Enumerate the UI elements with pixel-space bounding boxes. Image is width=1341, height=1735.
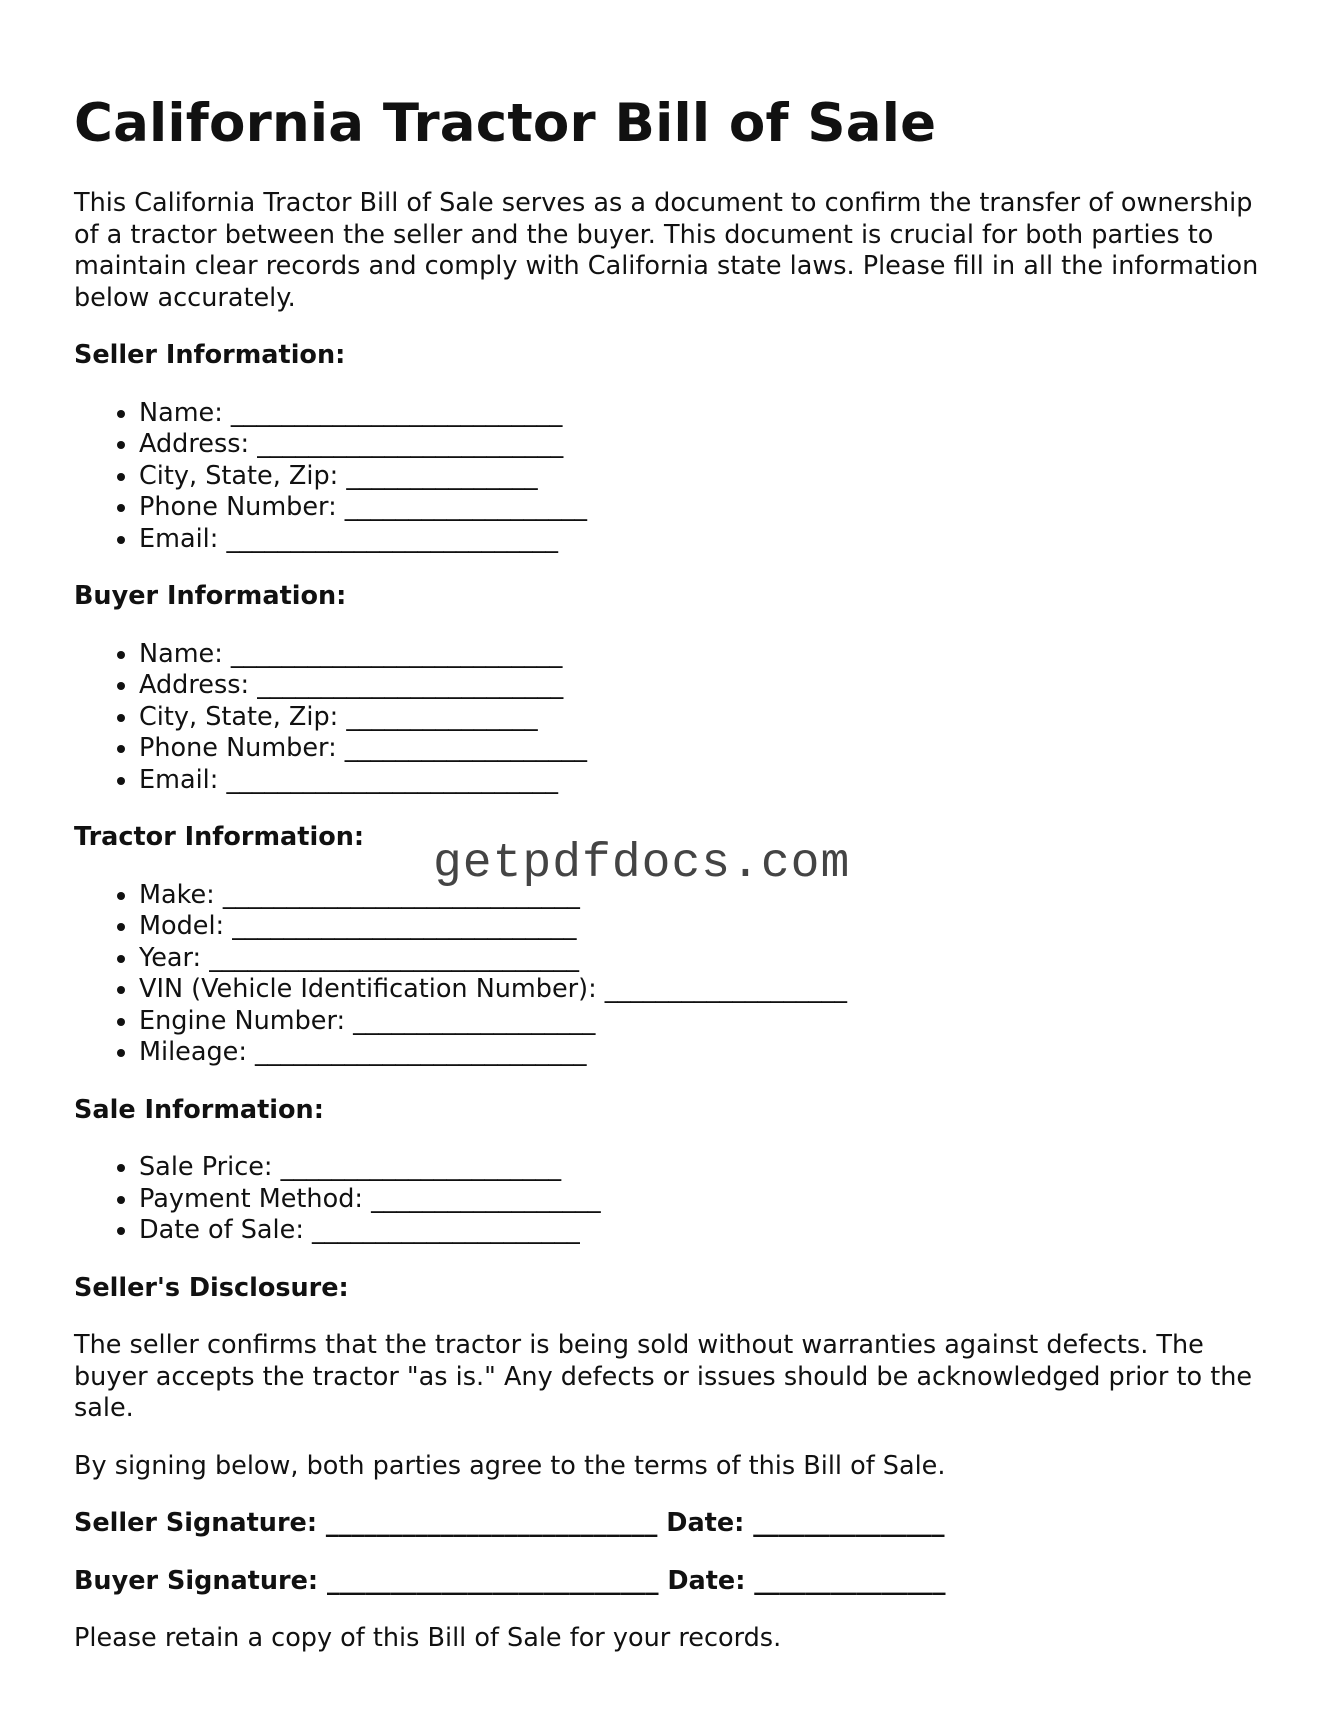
document-title: California Tractor Bill of Sale (74, 93, 937, 154)
buyer-email-field: • Email: __________________________ (139, 765, 1274, 797)
buyer-signature-line: Buyer Signature: __________________________ Date: _______________ (74, 1565, 946, 1596)
tractor-heading: Tractor Information: (74, 822, 365, 852)
seller-phone-field: • Phone Number: ___________________ (139, 492, 1274, 524)
seller-list (74, 398, 1274, 556)
tractor-model-field: • Model: ___________________________ (139, 911, 1274, 943)
sale-list (74, 1152, 1274, 1247)
watermark: getpdfdocs.com (433, 837, 851, 891)
seller-name-field: • Name: __________________________ (139, 398, 1274, 430)
buyer-city-field: • City, State, Zip: _______________ (139, 702, 1274, 734)
seller-city-field: • City, State, Zip: _______________ (139, 461, 1274, 493)
sale-price-field: • Sale Price: ______________________ (139, 1152, 1274, 1184)
seller-heading: Seller Information: (74, 340, 346, 370)
tractor-engine-field: • Engine Number: ___________________ (139, 1006, 1274, 1038)
tractor-make-field: • Make: ____________________________ (139, 880, 1274, 912)
buyer-name-field: • Name: __________________________ (139, 639, 1274, 671)
sale-date-field: • Date of Sale: _____________________ (139, 1215, 1274, 1247)
disclosure-text: The seller confirms that the tractor is being sold without warranties against defects. The buyer accepts the tractor "as is." Any defects or issues should be acknowledged prior to the sale. (74, 1330, 1253, 1423)
buyer-list (74, 639, 1274, 797)
intro-paragraph: This California Tractor Bill of Sale serves as a document to confirm the transfer of ownership of a tractor between the seller and the buyer. This document is crucial for both parties to maintain clear records and comply with California state laws. Please fill in all the information below accurately. (74, 188, 1259, 313)
tractor-list (74, 880, 1274, 1069)
retain-note: Please retain a copy of this Bill of Sale for your records. (74, 1623, 782, 1653)
seller-signature-line: Seller Signature: __________________________ Date: _______________ (74, 1508, 945, 1538)
buyer-phone-field: • Phone Number: ___________________ (139, 733, 1274, 765)
tractor-year-field: • Year: _____________________________ (139, 943, 1274, 975)
tractor-mileage-field: • Mileage: __________________________ (139, 1037, 1274, 1069)
agreement-text: By signing below, both parties agree to the terms of this Bill of Sale. (74, 1450, 946, 1481)
seller-email-field: • Email: __________________________ (139, 524, 1274, 556)
buyer-address-field: • Address: ________________________ (139, 670, 1274, 702)
sale-heading: Sale Information: (74, 1094, 324, 1125)
payment-method-field: • Payment Method: __________________ (139, 1184, 1274, 1216)
tractor-vin-field: • VIN (Vehicle Identification Number): ___________________ (139, 974, 1274, 1006)
buyer-heading: Buyer Information: (74, 581, 347, 611)
disclosure-heading: Seller's Disclosure: (74, 1272, 349, 1303)
seller-address-field: • Address: ________________________ (139, 429, 1274, 461)
